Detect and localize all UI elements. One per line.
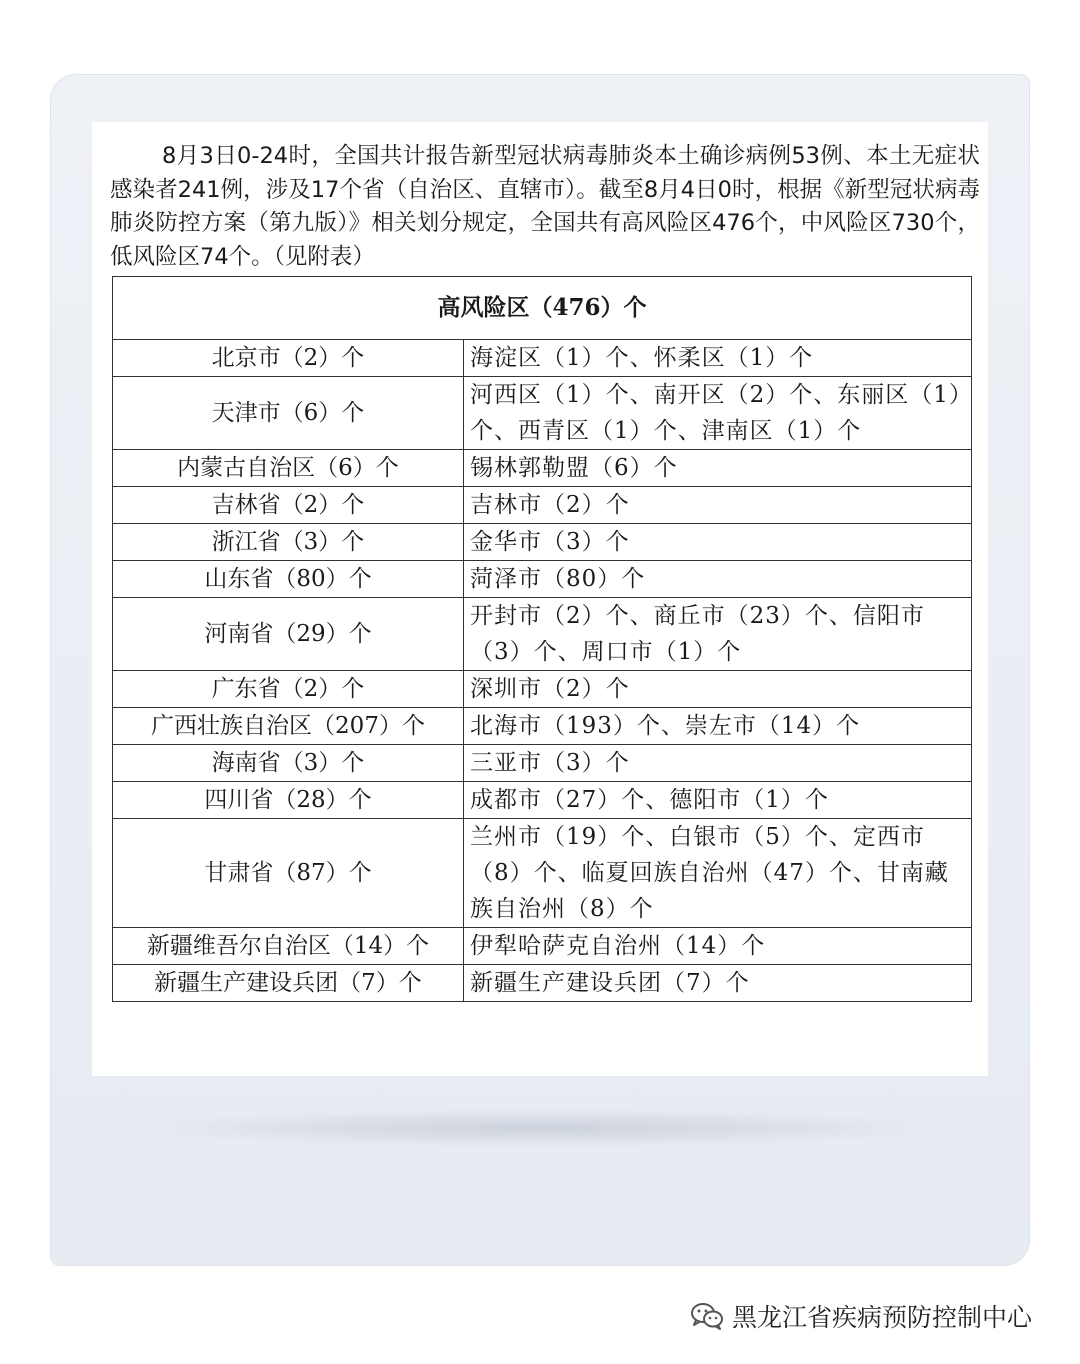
areas-cell: 锡林郭勒盟（6）个 (464, 450, 972, 487)
table-row (113, 782, 972, 819)
table-row (113, 745, 972, 782)
province-cell: 浙江省（3）个 (113, 524, 464, 561)
areas-cell: 北海市（193）个、崇左市（14）个 (464, 708, 972, 745)
province-cell: 广西壮族自治区（207）个 (113, 708, 464, 745)
areas-cell: 兰州市（19）个、白银市（5）个、定西市（8）个、临夏回族自治州（47）个、甘南藏族自治州（8）个 (464, 819, 972, 928)
areas-cell: 吉林市（2）个 (464, 487, 972, 524)
card-shadow (120, 1108, 960, 1148)
table-row (113, 598, 972, 671)
province-cell: 广东省（2）个 (113, 671, 464, 708)
province-cell: 天津市（6）个 (113, 377, 464, 450)
areas-cell: 深圳市（2）个 (464, 671, 972, 708)
document-image (92, 122, 988, 1076)
table-row (113, 340, 972, 377)
table-row (113, 450, 972, 487)
table-header-row (113, 277, 972, 340)
areas-cell: 金华市（3）个 (464, 524, 972, 561)
province-cell: 四川省（28）个 (113, 782, 464, 819)
wechat-icon (690, 1302, 724, 1330)
province-cell: 山东省（80）个 (113, 561, 464, 598)
areas-cell: 海淀区（1）个、怀柔区（1）个 (464, 340, 972, 377)
intro-paragraph: 8月3日0-24时，全国共计报告新型冠状病毒肺炎本土确诊病例53例、本土无症状感染者241例，涉及17个省（自治区、直辖市）。截至8月4日0时，根据《新型冠状病毒肺炎防控方案（第九版）》相关划分规定，全国共有高风险区476个，中风险区730个，低风险区74个。（见附表） (110, 143, 980, 270)
table-row (113, 928, 972, 965)
account-name: 黑龙江省疾病预防控制中心 (732, 1303, 1033, 1332)
table-row (113, 708, 972, 745)
table-row (113, 965, 972, 1002)
areas-cell: 伊犁哈萨克自治州（14）个 (464, 928, 972, 965)
table-row (113, 671, 972, 708)
high-risk-table (112, 276, 972, 1002)
province-cell: 甘肃省（87）个 (113, 819, 464, 928)
areas-cell: 三亚市（3）个 (464, 745, 972, 782)
areas-cell: 新疆生产建设兵团（7）个 (464, 965, 972, 1002)
source-watermark (690, 1294, 1032, 1338)
province-cell: 内蒙古自治区（6）个 (113, 450, 464, 487)
areas-cell: 成都市（27）个、德阳市（1）个 (464, 782, 972, 819)
table-row (113, 561, 972, 598)
areas-cell: 菏泽市（80）个 (464, 561, 972, 598)
areas-cell: 河西区（1）个、南开区（2）个、东丽区（1）个、西青区（1）个、津南区（1）个 (464, 377, 972, 450)
province-cell: 北京市（2）个 (113, 340, 464, 377)
table-row (113, 377, 972, 450)
province-cell: 吉林省（2）个 (113, 487, 464, 524)
province-cell: 新疆生产建设兵团（7）个 (113, 965, 464, 1002)
table-row (113, 819, 972, 928)
table-row (113, 524, 972, 561)
areas-cell: 开封市（2）个、商丘市（23）个、信阳市（3）个、周口市（1）个 (464, 598, 972, 671)
province-cell: 河南省（29）个 (113, 598, 464, 671)
province-cell: 新疆维吾尔自治区（14）个 (113, 928, 464, 965)
table-header: 高风险区（476）个 (113, 277, 972, 340)
table-row (113, 487, 972, 524)
province-cell: 海南省（3）个 (113, 745, 464, 782)
